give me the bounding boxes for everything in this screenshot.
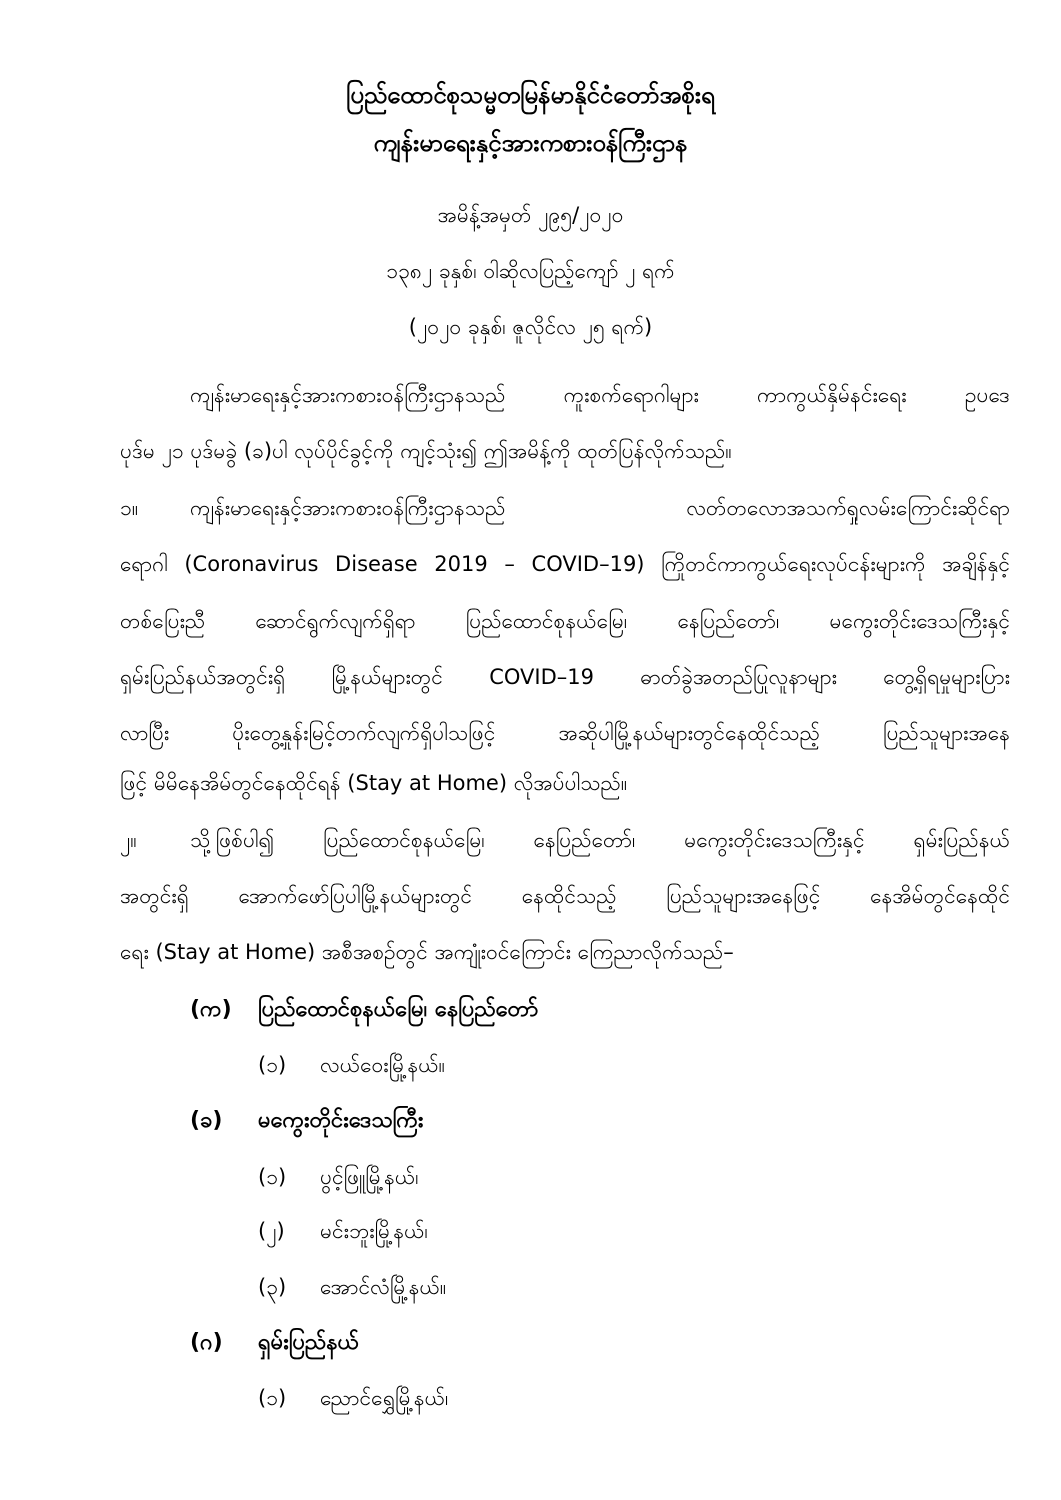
section-label: (ခ) [190, 1108, 223, 1133]
government-title: ပြည်ထောင်စုသမ္မတမြန်မာနိုင်ငံတော်အစိုးရ [346, 81, 715, 109]
paragraph-2-number: ၂။ [120, 828, 137, 852]
section-title: မကွေးတိုင်းဒေသကြီး [258, 1108, 424, 1133]
list-item: အောင်လံမြို့နယ်။ [320, 1275, 447, 1299]
paragraph-1-line: ရောဂါ (Coronavirus Disease 2019 – COVID–19) ကြိုတင်ကာကွယ်ရေးလုပ်ငန်းများကို အချိန်နှင့် [120, 552, 1010, 576]
gregorian-date: (၂၀၂၀ ခုနှစ်၊ ဇူလိုင်လ ၂၅ ရက်) [408, 315, 653, 339]
preamble-line-1: ကျန်းမာရေးနှင့်အားကစားဝန်ကြီးဌာနသည် ကူးစက်ရောဂါများ ကာကွယ်နှိမ်နင်းရေး ဥပဒေ [190, 383, 1010, 407]
list-item-number: (၁) [258, 1386, 287, 1410]
list-item: လယ်ဝေးမြို့နယ်။ [320, 1053, 445, 1077]
order-number: အမိန့်အမှတ် ၂၉၅/၂၀၂၀ [437, 203, 624, 227]
list-item: မင်းဘူးမြို့နယ်၊ [320, 1219, 428, 1243]
paragraph-2-line: သို့ဖြစ်ပါ၍ ပြည်ထောင်စုနယ်မြေ၊ နေပြည်တော်၊ မကွေးတိုင်းဒေသကြီးနှင့် ရှမ်းပြည်နယ် [190, 828, 1010, 852]
paragraph-1-line: လာပြီး ပိုးတွေ့နှုန်းမြင့်တက်လျက်ရှိပါသဖြင့် အဆိုပါမြို့နယ်များတွင်နေထိုင်သည့် ပြည်သူများအနေ [120, 721, 1010, 745]
paragraph-1-number: ၁။ [120, 496, 139, 520]
myanmar-date: ၁၃၈၂ ခုနှစ်၊ ဝါဆိုလပြည့်ကျော် ၂ ရက် [386, 259, 675, 283]
paragraph-1-line: ရှမ်းပြည်နယ်အတွင်းရှိ မြို့နယ်များတွင် COVID–19 ဓာတ်ခွဲအတည်ပြုလူနာများ တွေ့ရှိရမှုများပြား [120, 665, 1010, 689]
list-item-number: (၃) [258, 1275, 287, 1299]
section-title: ရှမ်းပြည်နယ် [258, 1330, 360, 1355]
section-title: ပြည်ထောင်စုနယ်မြေ၊ နေပြည်တော် [258, 997, 539, 1022]
list-item-number: (၁) [258, 1165, 287, 1189]
list-item: ညောင်ရွှေမြို့နယ်၊ [320, 1386, 449, 1410]
list-item: ပွင့်ဖြူမြို့နယ်၊ [320, 1165, 419, 1189]
paragraph-2-line: အတွင်းရှိ အောက်ဖော်ပြပါမြို့နယ်များတွင် နေထိုင်သည့် ပြည်သူများအနေဖြင့် နေအိမ်တွင်နေထိုင် [120, 884, 1010, 908]
ministry-title: ကျန်းမာရေးနှင့်အားကစားဝန်ကြီးဌာန [373, 129, 688, 157]
paragraph-1-line: ကျန်းမာရေးနှင့်အားကစားဝန်ကြီးဌာနသည် လတ်တလောအသက်ရှုလမ်းကြောင်းဆိုင်ရာ [190, 496, 1010, 520]
paragraph-1-line: တစ်ပြေးညီ ဆောင်ရွက်လျက်ရှိရာ ပြည်ထောင်စုနယ်မြေ၊ နေပြည်တော်၊ မကွေးတိုင်းဒေသကြီးနှင့် [120, 609, 1010, 633]
section-label: (ဂ) [190, 1330, 223, 1355]
paragraph-1-line: ဖြင့် မိမိနေအိမ်တွင်နေထိုင်ရန် (Stay at Home) လိုအပ်ပါသည်။ [120, 771, 628, 795]
preamble-line-2: ပုဒ်မ ၂၁ ပုဒ်မခွဲ (ခ)ပါ လုပ်ပိုင်ခွင့်ကို ကျင့်သုံး၍ ဤအမိန့်ကို ထုတ်ပြန်လိုက်သည်။ [120, 439, 732, 463]
list-item-number: (၁) [258, 1053, 287, 1077]
section-label: (က) [190, 997, 232, 1022]
paragraph-2-line: ရေး (Stay at Home) အစီအစဉ်တွင် အကျုံးဝင်ကြောင်း ကြေညာလိုက်သည်– [120, 940, 734, 964]
list-item-number: (၂) [258, 1219, 285, 1243]
